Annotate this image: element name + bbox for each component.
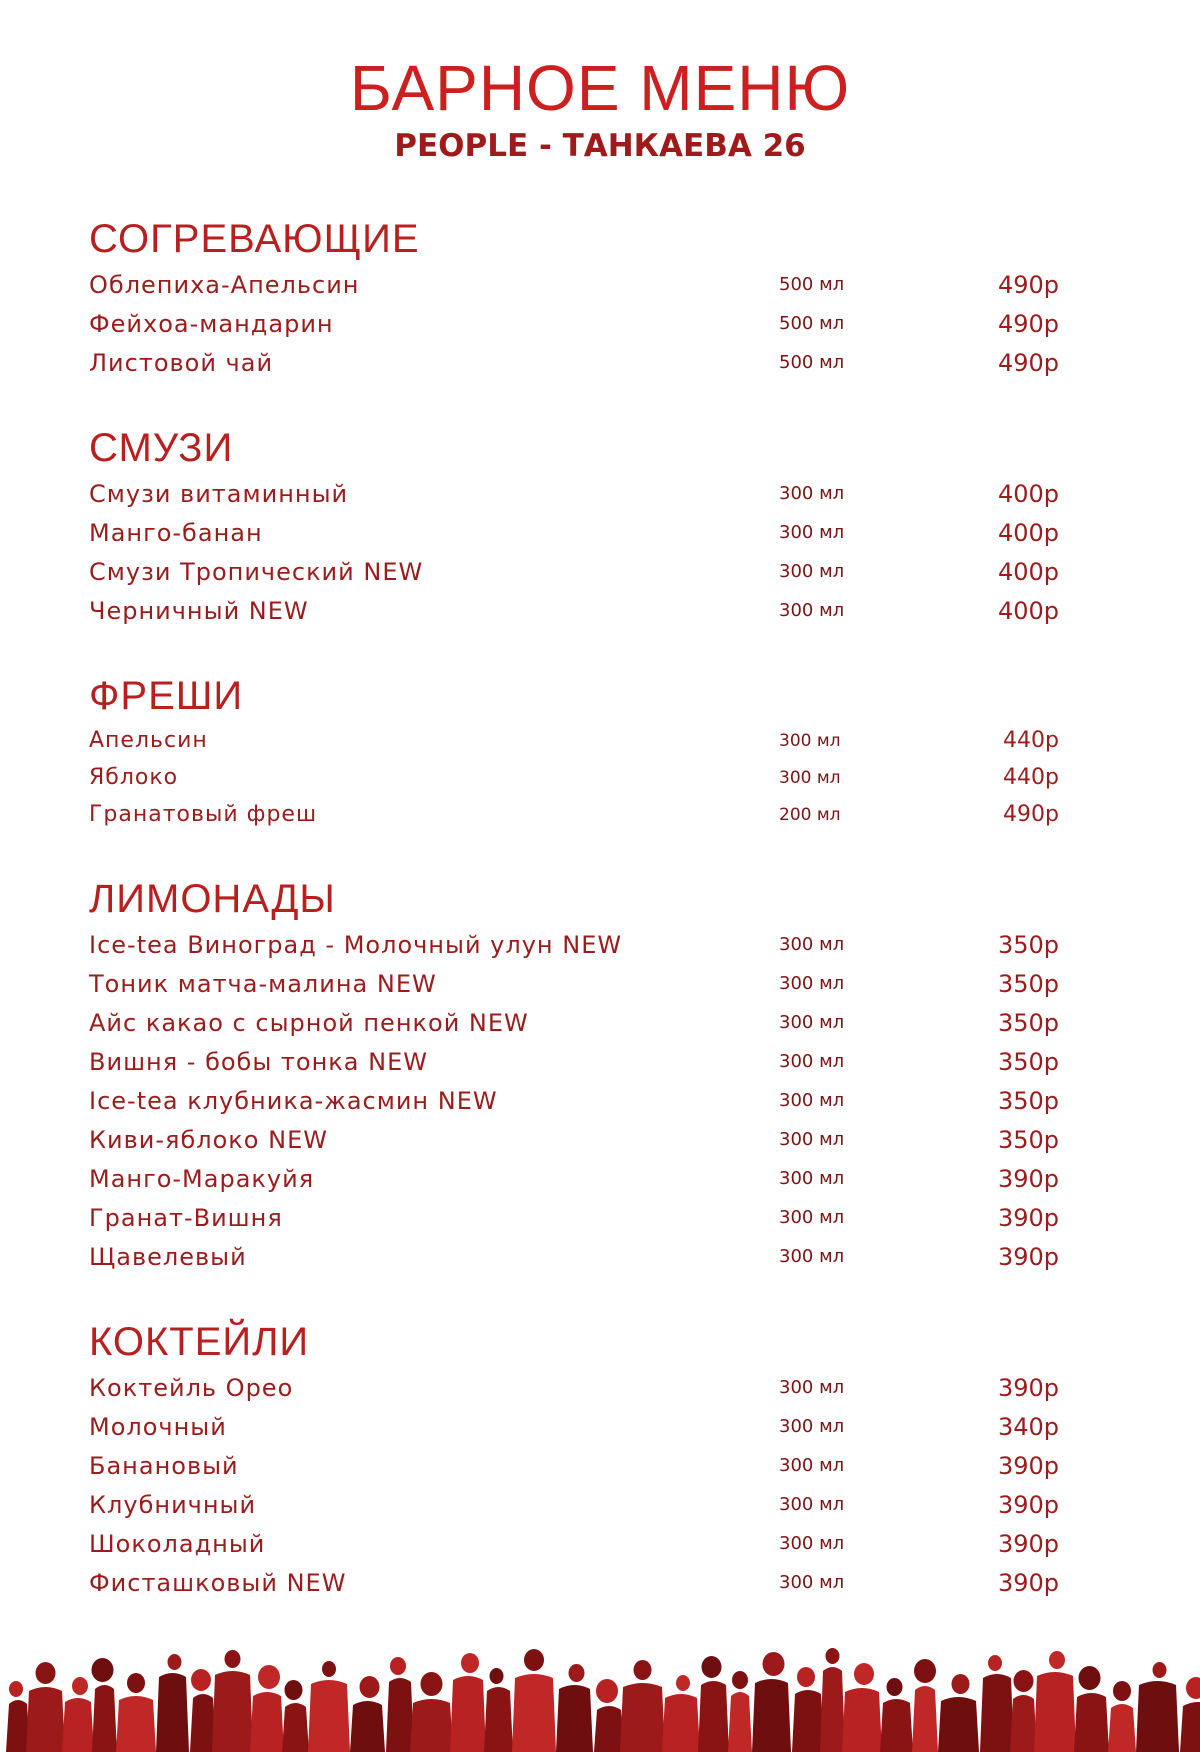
menu-item <box>89 1042 1119 1081</box>
item-price: 390р <box>997 1242 1059 1271</box>
page-subtitle: PEOPLE - ТАНКАЕВА 26 <box>394 128 806 164</box>
person-silhouette <box>792 1690 824 1752</box>
person-silhouette <box>912 1686 938 1752</box>
item-volume: 300 мл <box>779 934 845 955</box>
item-name: Клубничный <box>89 1490 257 1519</box>
person-head <box>524 1649 544 1671</box>
person-silhouette <box>620 1683 665 1752</box>
menu-item <box>89 1563 1119 1602</box>
person-silhouette <box>1074 1693 1109 1752</box>
item-volume: 300 мл <box>779 1168 845 1189</box>
menu-item <box>89 513 1119 552</box>
item-volume: 300 мл <box>779 1572 845 1593</box>
item-price: 390р <box>997 1164 1059 1193</box>
item-volume: 300 мл <box>779 1416 845 1437</box>
item-volume: 300 мл <box>779 1246 845 1267</box>
item-volume: 300 мл <box>779 561 845 582</box>
item-volume: 500 мл <box>779 274 845 295</box>
person-silhouette <box>980 1674 1014 1752</box>
person-silhouette <box>484 1687 513 1752</box>
item-price: 350р <box>997 969 1059 998</box>
person-head <box>702 1656 722 1678</box>
menu-item <box>89 304 1119 343</box>
person-silhouette <box>250 1692 284 1752</box>
item-volume: 300 мл <box>779 1090 845 1111</box>
person-silhouette <box>1108 1704 1136 1752</box>
item-volume: 300 мл <box>779 600 845 621</box>
person-silhouette <box>556 1685 593 1752</box>
person-head <box>258 1665 280 1689</box>
person-head <box>390 1657 406 1675</box>
item-price: 440р <box>1003 765 1059 790</box>
item-name: Манго-Маракуйя <box>89 1164 315 1193</box>
menu-item <box>89 1524 1119 1563</box>
item-name: Листовой чай <box>89 348 274 377</box>
menu-item <box>89 1237 1119 1276</box>
item-name: Фисташковый NEW <box>89 1568 347 1597</box>
person-head <box>732 1671 748 1689</box>
person-head <box>490 1668 504 1684</box>
person-silhouette <box>450 1676 486 1752</box>
person-silhouette <box>752 1679 791 1752</box>
person-head <box>191 1669 211 1691</box>
item-name: Айс какао с сырной пенкой NEW <box>89 1008 529 1037</box>
menu-item <box>89 759 1119 796</box>
person-head <box>854 1663 874 1685</box>
section-title: ЛИМОНАДЫ <box>89 877 336 921</box>
person-silhouette <box>842 1688 882 1752</box>
person-silhouette <box>282 1703 309 1752</box>
item-name: Ice-tea клубника-жасмин NEW <box>89 1086 498 1115</box>
item-name: Апельсин <box>89 728 208 753</box>
item-price: 390р <box>997 1373 1059 1402</box>
item-price: 400р <box>997 479 1059 508</box>
person-head <box>360 1676 380 1698</box>
item-price: 350р <box>997 1008 1059 1037</box>
item-name: Шоколадный <box>89 1529 266 1558</box>
menu-item <box>89 925 1119 964</box>
item-volume: 300 мл <box>779 1533 845 1554</box>
person-silhouette <box>116 1696 156 1752</box>
person-head <box>676 1675 690 1691</box>
item-price: 400р <box>997 557 1059 586</box>
menu-item <box>89 1368 1119 1407</box>
menu-item <box>89 1446 1119 1485</box>
person-head <box>988 1655 1002 1671</box>
person-head <box>92 1658 114 1682</box>
item-price: 490р <box>997 309 1059 338</box>
item-volume: 300 мл <box>779 730 841 751</box>
person-head <box>569 1664 585 1682</box>
menu-item <box>89 722 1119 759</box>
item-volume: 300 мл <box>779 1377 845 1398</box>
section-smoothies <box>89 422 1119 630</box>
menu-content <box>89 213 1119 1602</box>
person-head <box>1113 1681 1131 1701</box>
menu-item <box>89 552 1119 591</box>
item-price: 390р <box>997 1203 1059 1232</box>
person-head <box>127 1673 145 1693</box>
person-silhouette <box>938 1697 979 1752</box>
item-volume: 500 мл <box>779 352 845 373</box>
item-price: 400р <box>997 596 1059 625</box>
menu-item <box>89 1198 1119 1237</box>
menu-item <box>89 964 1119 1003</box>
menu-item <box>89 1120 1119 1159</box>
person-silhouette <box>386 1678 414 1752</box>
item-name: Смузи витаминный <box>89 479 349 508</box>
person-silhouette <box>62 1698 94 1752</box>
item-volume: 200 мл <box>779 804 841 825</box>
person-head <box>225 1650 241 1668</box>
item-volume: 300 мл <box>779 1207 845 1228</box>
item-price: 350р <box>997 1047 1059 1076</box>
item-volume: 300 мл <box>779 522 845 543</box>
menu-item <box>89 265 1119 304</box>
person-silhouette <box>662 1694 700 1752</box>
item-name: Манго-банан <box>89 518 263 547</box>
item-volume: 300 мл <box>779 1129 845 1150</box>
person-silhouette <box>728 1692 752 1752</box>
section-title: КОКТЕЙЛИ <box>89 1320 310 1364</box>
page-title: БАРНОЕ МЕНЮ <box>349 52 851 124</box>
person-head <box>9 1681 23 1697</box>
person-head <box>797 1667 815 1687</box>
person-silhouette <box>410 1699 453 1752</box>
person-silhouette <box>880 1699 913 1752</box>
person-head <box>421 1672 443 1696</box>
person-head <box>1049 1651 1065 1669</box>
person-head <box>952 1674 970 1694</box>
item-name: Гранатовый фреш <box>89 802 318 827</box>
person-silhouette <box>1136 1681 1179 1752</box>
person-silhouette <box>190 1694 216 1752</box>
item-name: Щавелевый <box>89 1242 247 1271</box>
person-silhouette <box>698 1681 729 1752</box>
person-head <box>168 1654 182 1670</box>
item-price: 490р <box>1003 802 1059 827</box>
person-head <box>1153 1662 1167 1678</box>
section-fresh-juices <box>89 670 1119 833</box>
menu-item <box>89 591 1119 630</box>
item-name: Коктейль Орео <box>89 1373 294 1402</box>
item-name: Гранат-Вишня <box>89 1203 283 1232</box>
section-lemonades <box>89 873 1119 1276</box>
section-cocktails <box>89 1316 1119 1602</box>
menu-header <box>0 52 1200 166</box>
item-price: 390р <box>997 1490 1059 1519</box>
person-head <box>1079 1666 1101 1690</box>
item-name: Облепиха-Апельсин <box>89 270 360 299</box>
item-volume: 300 мл <box>779 1455 845 1476</box>
item-price: 440р <box>1003 728 1059 753</box>
person-silhouette <box>156 1673 189 1752</box>
item-volume: 300 мл <box>779 483 845 504</box>
person-head <box>887 1678 903 1696</box>
item-volume: 300 мл <box>779 973 845 994</box>
item-name: Черничный NEW <box>89 596 309 625</box>
item-price: 390р <box>997 1529 1059 1558</box>
item-volume: 500 мл <box>779 313 845 334</box>
item-name: Тоник матча-малина NEW <box>89 969 437 998</box>
item-name: Киви-яблоко NEW <box>89 1125 328 1154</box>
item-price: 490р <box>997 348 1059 377</box>
item-price: 350р <box>997 1125 1059 1154</box>
item-price: 340р <box>997 1412 1059 1441</box>
menu-item <box>89 1159 1119 1198</box>
item-price: 400р <box>997 518 1059 547</box>
section-title: СОГРЕВАЮЩИЕ <box>89 217 420 261</box>
item-price: 390р <box>997 1568 1059 1597</box>
person-silhouette <box>1180 1702 1200 1752</box>
item-price: 350р <box>997 1086 1059 1115</box>
menu-item <box>89 343 1119 382</box>
item-name: Фейхоа-мандарин <box>89 309 334 338</box>
person-silhouette <box>512 1674 556 1752</box>
person-silhouette <box>820 1667 845 1752</box>
person-head <box>634 1660 652 1680</box>
person-head <box>285 1680 303 1700</box>
person-silhouette <box>1034 1672 1076 1752</box>
person-silhouette <box>594 1706 624 1752</box>
item-name: Банановый <box>89 1451 239 1480</box>
person-silhouette <box>1010 1695 1037 1752</box>
person-head <box>1014 1670 1034 1692</box>
person-head <box>826 1648 840 1664</box>
person-head <box>461 1653 479 1673</box>
person-silhouette <box>212 1671 253 1752</box>
person-silhouette <box>26 1687 65 1752</box>
item-volume: 300 мл <box>779 1494 845 1515</box>
person-head <box>763 1652 785 1676</box>
menu-item <box>89 796 1119 833</box>
item-price: 390р <box>997 1451 1059 1480</box>
section-title: ФРЕШИ <box>89 674 244 718</box>
section-title: СМУЗИ <box>89 426 234 470</box>
menu-item <box>89 1407 1119 1446</box>
item-price: 350р <box>997 930 1059 959</box>
person-head <box>322 1661 336 1677</box>
person-silhouette <box>350 1701 385 1752</box>
person-head <box>72 1677 88 1695</box>
item-name: Вишня - бобы тонка NEW <box>89 1047 428 1076</box>
menu-item <box>89 1485 1119 1524</box>
item-name: Яблоко <box>89 765 179 790</box>
menu-item <box>89 474 1119 513</box>
item-price: 490р <box>997 270 1059 299</box>
item-volume: 300 мл <box>779 1051 845 1072</box>
person-head <box>1186 1677 1200 1699</box>
person-silhouette <box>92 1685 117 1752</box>
person-head <box>914 1659 936 1683</box>
person-silhouette <box>308 1680 350 1752</box>
item-volume: 300 мл <box>779 767 841 788</box>
people-silhouettes-illustration <box>0 1642 1200 1752</box>
item-name: Смузи Тропический NEW <box>89 557 424 586</box>
section-warming <box>89 213 1119 382</box>
person-head <box>596 1679 618 1703</box>
menu-item <box>89 1003 1119 1042</box>
item-name: Молочный <box>89 1412 227 1441</box>
item-volume: 300 мл <box>779 1012 845 1033</box>
menu-item <box>89 1081 1119 1120</box>
person-head <box>36 1662 56 1684</box>
item-name: Ice-tea Виноград - Молочный улун NEW <box>89 930 623 959</box>
